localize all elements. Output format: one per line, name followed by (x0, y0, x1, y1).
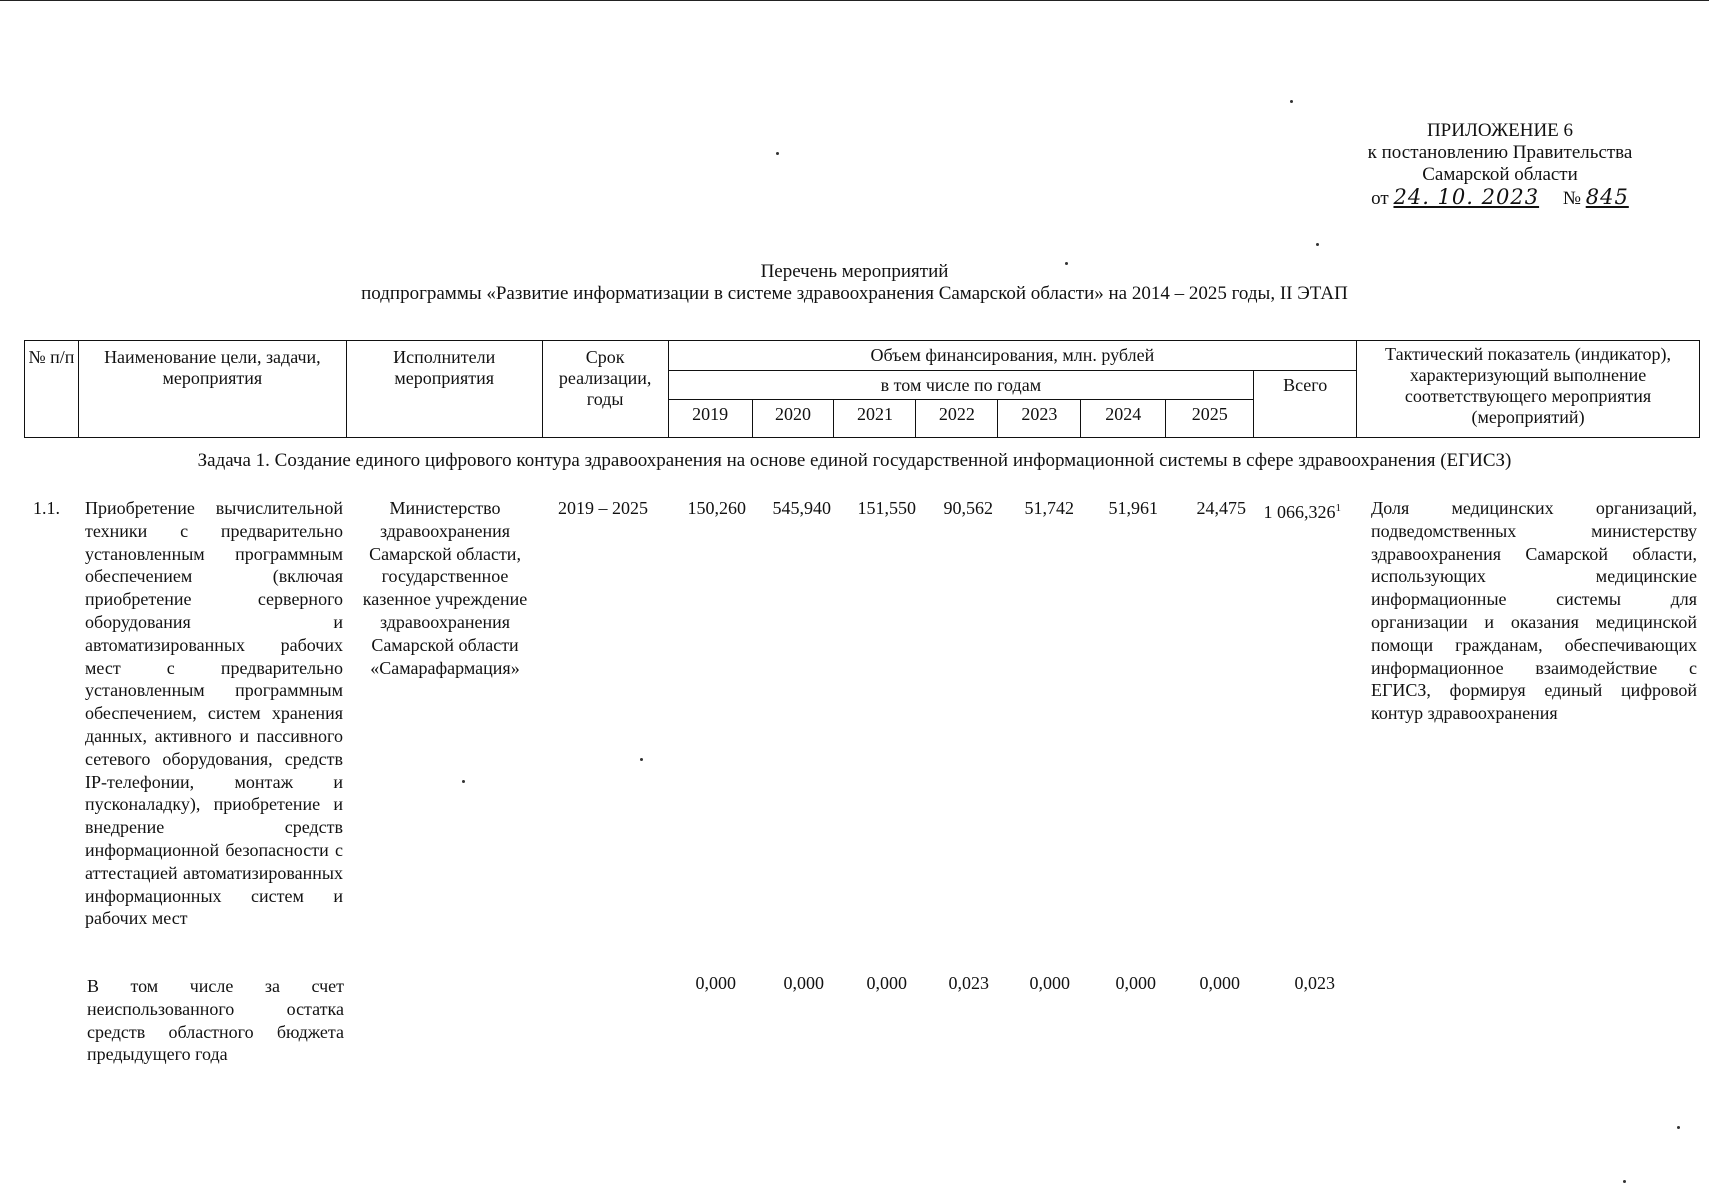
date-prefix: от (1371, 188, 1389, 209)
header-name: Наименование цели, задачи, мероприятия (78, 341, 346, 438)
row-2-value-2025: 0,000 (1199, 973, 1240, 993)
row-1-value-2023: 51,742 (1024, 498, 1074, 518)
row-1-executors: Министерство здравоохранения Самарской области, государственное казенное учреждение здравоохранения Самарской области «Самарафармация» (362, 498, 528, 678)
row-1-total (1249, 497, 1341, 524)
row-2-value-2021: 0,000 (866, 973, 907, 993)
row-1-value-2019: 150,260 (687, 498, 746, 518)
scan-speck (1290, 100, 1293, 103)
header-total: Всего (1254, 371, 1357, 438)
appendix-date-line (1340, 186, 1660, 210)
appendix-line1: к постановлению Правительства (1367, 142, 1633, 163)
header-year: 2024 (1081, 400, 1166, 438)
header-indicator: Тактический показатель (индикатор), характеризующий выполнение соответствующего мероприятия (мероприятий) (1357, 341, 1700, 438)
document-title-line2: подпрограммы «Развитие информатизации в системе здравоохранения Самарской области» на 2014 – 2025 годы, II ЭТАП (361, 283, 1348, 304)
row-1-name: Приобретение вычислительной техники с предварительно установленным программным обеспечением (включая приобретение серверного оборудования и автоматизированных рабочих мест с предварительно установленным программным обеспечением, систем хранения данных, активного и пассивного сетевого оборудования, средств IP-телефонии, монтаж и пусконаладку), приобретение и внедрение средств информационной безопасности с аттестацией автоматизированных информационных систем и рабочих мест (85, 498, 343, 929)
header-year: 2022 (916, 400, 998, 438)
row-2-name: В том числе за счет неиспользованного остатка средств областного бюджета предыдущего года (87, 976, 344, 1065)
document-title-line1: Перечень мероприятий (760, 261, 949, 282)
handwritten-number: 845 (1585, 185, 1629, 209)
header-year: 2025 (1166, 400, 1254, 438)
row-1-value-2020: 545,940 (772, 498, 831, 518)
row-1-value-2021: 151,550 (857, 498, 916, 518)
appendix-block (1340, 120, 1660, 210)
scan-speck (640, 758, 643, 761)
row-1-value-2022: 90,562 (943, 498, 993, 518)
header-year: 2021 (834, 400, 916, 438)
row-1-num: 1.1. (33, 498, 60, 518)
document-title (0, 261, 1709, 305)
row-2-total: 0,023 (1294, 973, 1335, 993)
scan-speck (1316, 243, 1319, 246)
handwritten-date: 24. 10. 2023 (1393, 185, 1540, 209)
row-1-total-value: 1 066,326 (1263, 502, 1336, 522)
footnote-mark: 1 (1335, 502, 1341, 514)
row-2-value-2019: 0,000 (695, 973, 736, 993)
header-year: 2023 (998, 400, 1081, 438)
header-num: № п/п (25, 341, 79, 438)
scan-speck (1677, 1126, 1680, 1129)
task-title: Задача 1. Создание единого цифрового контура здравоохранения на основе единой государственной информационной системы в сфере здравоохранения (ЕГИСЗ) (197, 450, 1512, 471)
header-year: 2020 (752, 400, 834, 438)
header-term: Срок реализации, годы (542, 341, 668, 438)
row-1-value-2024: 51,961 (1108, 498, 1158, 518)
header-table (24, 340, 1700, 438)
header-year: 2019 (668, 400, 752, 438)
appendix-line2: Самарской области (1422, 164, 1578, 185)
row-1-term: 2019 – 2025 (558, 498, 648, 518)
scan-speck (1623, 1180, 1626, 1183)
scan-speck (462, 780, 465, 783)
header-funding: Объем финансирования, млн. рублей (668, 341, 1356, 371)
scan-border-top (0, 0, 1709, 1)
row-2-value-2020: 0,000 (783, 973, 824, 993)
header-by-years: в том числе по годам (668, 371, 1254, 400)
row-1-indicator: Доля медицинских организаций, подведомственных министерству здравоохранения Самарской области, использующих медицинские информационные системы для организации и оказания медицинской помощи гражданам, обеспечивающих информационное взаимодействие с ЕГИСЗ, формируя единый цифровой контур здравоохранения (1371, 498, 1697, 724)
header-executors: Исполнители мероприятия (346, 341, 542, 438)
row-1-value-2025: 24,475 (1196, 498, 1246, 518)
row-2-value-2024: 0,000 (1115, 973, 1156, 993)
row-2-value-2023: 0,000 (1029, 973, 1070, 993)
row-2-value-2022: 0,023 (948, 973, 989, 993)
scan-speck (776, 152, 779, 155)
appendix-title: ПРИЛОЖЕНИЕ 6 (1426, 120, 1574, 141)
number-prefix: № (1562, 188, 1581, 209)
